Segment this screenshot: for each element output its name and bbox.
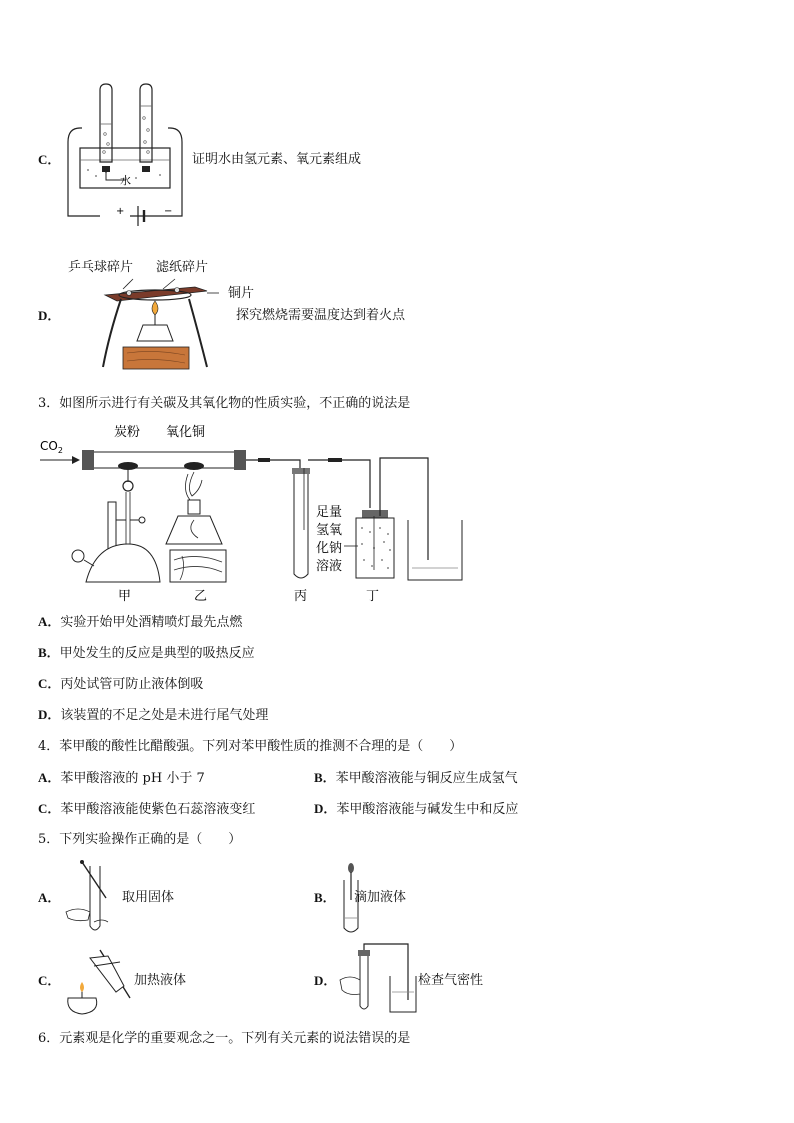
q5-option-b-letter: B．: [314, 890, 336, 905]
electrolysis-figure: [60, 80, 190, 230]
airtightness-figure: [338, 940, 418, 1016]
svg-text:甲: 甲: [118, 589, 132, 604]
svg-text:−: −: [164, 206, 173, 217]
q4-option-d: D．苯甲酸溶液能与碱发生中和反应: [314, 801, 519, 817]
svg-text:丙: 丙: [294, 589, 308, 604]
q4-option-c: C．苯甲酸溶液能使紫色石蕊溶液变红: [38, 801, 256, 817]
q2-option-c-text: 证明水由氢元素、氧元素组成: [192, 152, 362, 167]
q5-option-a-text: 取用固体: [122, 890, 175, 905]
q2-option-c-letter: C．: [38, 152, 61, 167]
svg-text:乙: 乙: [194, 589, 208, 604]
q5-option-c-text: 加热液体: [134, 973, 187, 988]
svg-text:足量: 足量: [316, 505, 343, 520]
q4-stem: 4．苯甲酸的酸性比醋酸强。下列对苯甲酸性质的推测不合理的是（ ）: [38, 739, 463, 754]
q3-option-c: C．丙处试管可防止液体倒吸: [38, 676, 204, 692]
q4-option-a: A．苯甲酸溶液的 pH 小于 7: [38, 770, 205, 786]
svg-text:溶液: 溶液: [316, 559, 343, 574]
q3-option-d: D．该装置的不足之处是未进行尾气处理: [38, 707, 269, 723]
q5-option-c-letter: C．: [38, 973, 61, 988]
svg-text:CO2: $CO_2$: [40, 439, 63, 455]
heat-liquid-figure: [60, 946, 136, 1018]
q3-option-a: A．实验开始甲处酒精喷灯最先点燃: [38, 614, 243, 630]
q6-stem: 6．元素观是化学的重要观念之一。下列有关元素的说法错误的是: [38, 1031, 411, 1046]
q2-option-d-text: 探究燃烧需要温度达到着火点: [236, 308, 406, 323]
q3-option-b: B．甲处发生的反应是典型的吸热反应: [38, 645, 255, 661]
q4-option-b: B．苯甲酸溶液能与铜反应生成氢气: [314, 770, 518, 786]
q5-option-d-text: 检查气密性: [418, 973, 484, 988]
q2-option-d-letter: D．: [38, 308, 61, 323]
q5-stem: 5．下列实验操作正确的是（ ）: [38, 832, 242, 847]
svg-text:氧化铜: 氧化铜: [166, 425, 206, 440]
filter-paper-label: 滤纸碎片: [156, 260, 209, 275]
svg-text:丁: 丁: [366, 589, 380, 604]
water-label: 水: [120, 174, 131, 187]
svg-text:+: +: [116, 206, 125, 217]
svg-text:炭粉: 炭粉: [114, 425, 141, 440]
copper-label: 铜片: [228, 286, 255, 301]
carbon-oxide-apparatus: [36, 420, 476, 604]
svg-text:化钠: 化钠: [316, 541, 343, 556]
take-solid-figure: [62, 860, 120, 936]
q5-option-b-text: 滴加液体: [354, 890, 407, 905]
pingpong-label: 乒乓球碎片: [68, 260, 134, 275]
combustion-figure: [95, 275, 235, 375]
q5-option-a-letter: A．: [38, 890, 61, 905]
q3-stem: 3．如图所示进行有关碳及其氧化物的性质实验，不正确的说法是: [38, 396, 411, 411]
svg-text:氢氧: 氢氧: [316, 523, 343, 538]
q5-option-d-letter: D．: [314, 973, 337, 988]
